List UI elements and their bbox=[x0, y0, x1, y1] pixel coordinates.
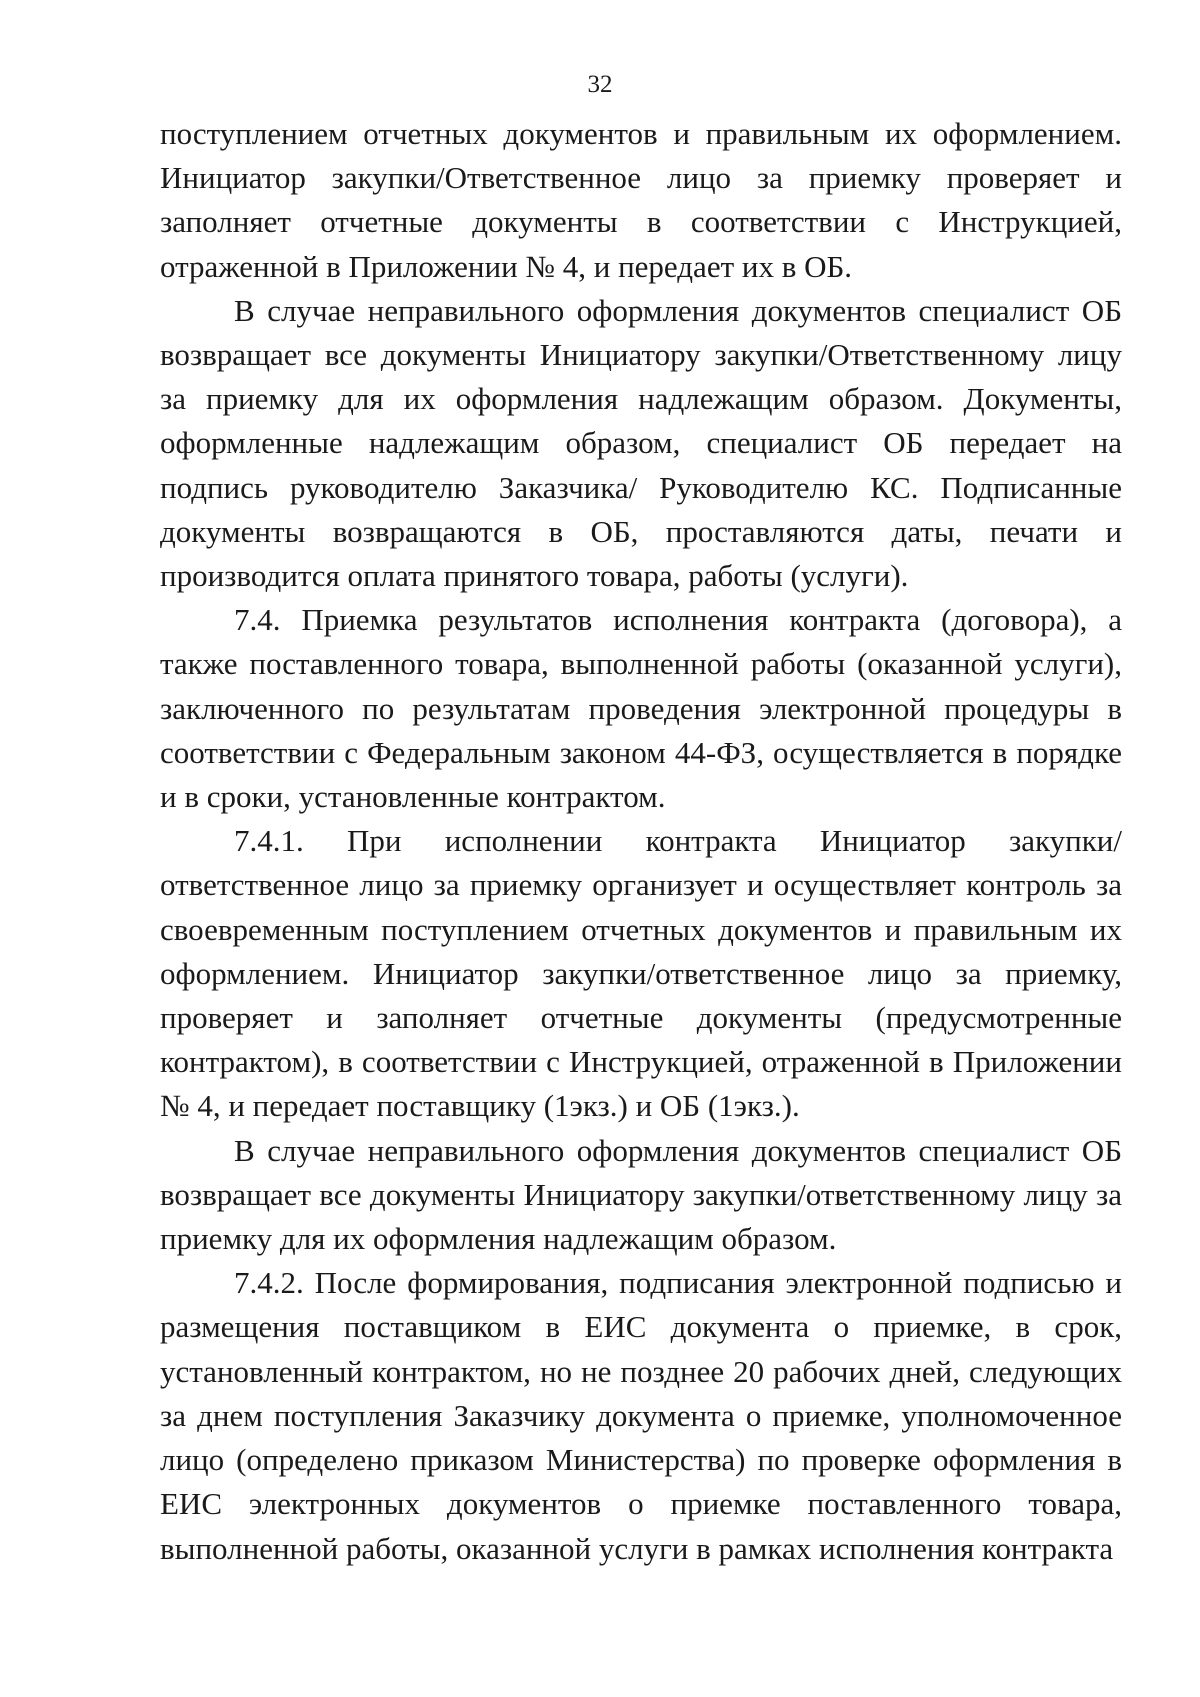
paragraph-incorrect-docs-2: В случае неправильного оформления документов специалист ОБ возвращает все документы Инициатору закупки/ответственному лицу за приемку для их оформления надлежащим образом. bbox=[160, 1132, 1122, 1257]
paragraph-7-4-1: 7.4.1. При исполнении контракта Инициатор закупки/ответственное лицо за приемку организует и осуществляет контроль за своевременным поступлением отчетных документов и правильным их оформлением. Инициатор закупки/ответственное лицо за приемку, проверяет и заполняет отчетные документы (предусмотренные контрактом), в соответствии с Инструкцией, отраженной в Приложении № 4, и передает поставщику (1экз.) и ОБ (1экз.). bbox=[160, 823, 1122, 1124]
paragraph-7-4-2: 7.4.2. После формирования, подписания электронной подписью и размещения поставщиком в ЕИС документа о приемке, в срок, установленный контрактом, но не позднее 20 рабочих дней, следующих за днем поступления Заказчику документа о приемке, уполномоченное лицо (определено приказом Министерства) по проверке оформления в ЕИС электронных документов о приемке поставленного товара, выполненной работы, оказанной услуги в рамках исполнения контракта bbox=[160, 1265, 1122, 1566]
paragraph-incorrect-docs: В случае неправильного оформления документов специалист ОБ возвращает все документы Инициатору закупки/Ответственному лицу за приемку для их оформления надлежащим образом. Документы, оформленные надлежащим образом, специалист ОБ передает на подпись руководителю Заказчика/ Руководителю КС. Подписанные документы возвращаются в ОБ, проставляются даты, печати и производится оплата принятого товара, работы (услуги). bbox=[160, 292, 1122, 594]
paragraph-7-4: 7.4. Приемка результатов исполнения контракта (договора), а также поставленного товара, выполненной работы (оказанной услуги), заключенного по результатам проведения электронной процедуры в соответствии с Федеральным законом 44-ФЗ, осуществляется в порядке и в сроки, установленные контрактом. bbox=[160, 602, 1122, 815]
document-body bbox=[160, 112, 1122, 1571]
page-number: 32 bbox=[587, 71, 613, 98]
paragraph-continuation: поступлением отчетных документов и правильным их оформлением. Инициатор закупки/Ответственное лицо за приемку проверяет и заполняет отчетные документы в соответствии с Инструкцией, отраженной в Приложении № 4, и передает их в ОБ. bbox=[160, 116, 1122, 284]
